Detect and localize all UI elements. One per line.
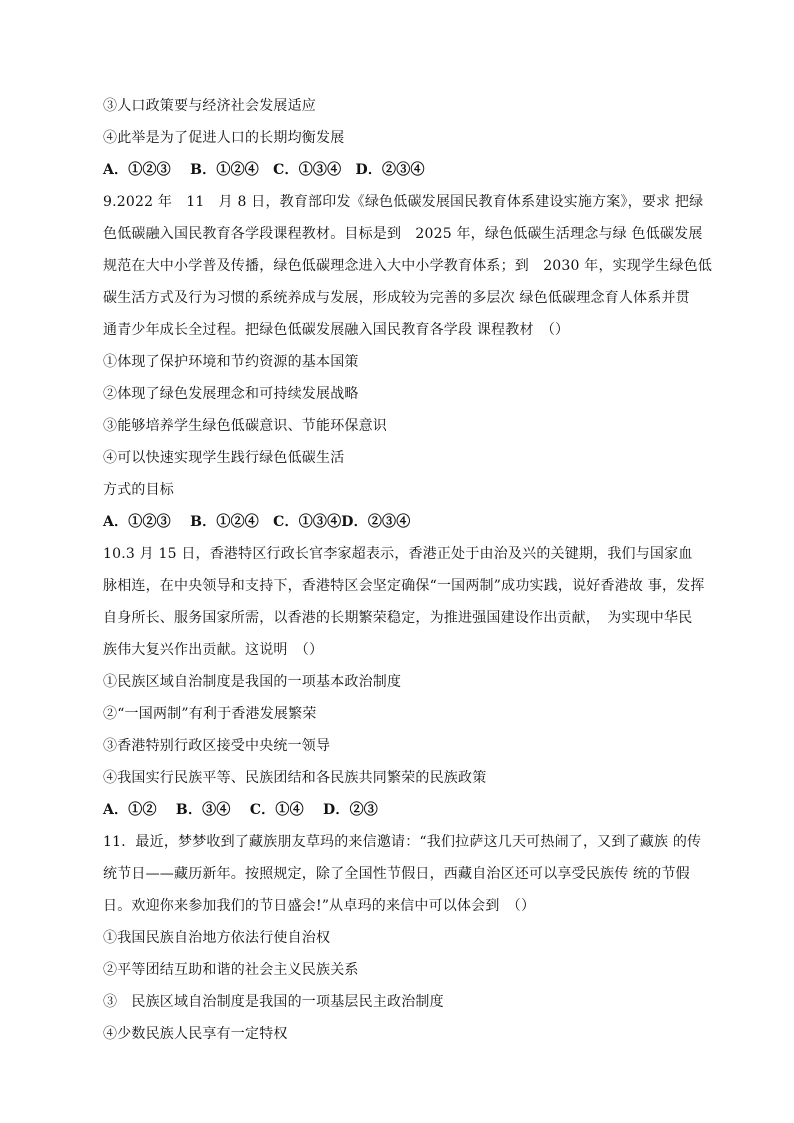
q11-item-3: ③ 民族区域自治制度是我国的一项基层民主政治制度 bbox=[103, 994, 444, 1010]
q11-stem-line-3: 日。欢迎你来参加我们的节日盛会!”从卓玛的来信中可以体会到 （） bbox=[103, 898, 536, 914]
q10-stem-line-2: 脉相连，在中央领导和支持下，香港特区会坚定确保“一国两制”成功实践，说好香港故 事，发挥 bbox=[103, 578, 705, 594]
q9-item-4: ④可以快速实现学生践行绿色低碳生活 bbox=[103, 450, 345, 466]
q11-item-1: ①我国民族自治地方依法行使自治权 bbox=[103, 930, 331, 946]
q9-item-1: ①体现了保护环境和节约资源的基本国策 bbox=[103, 354, 359, 370]
q10-stem-line-4: 族伟大复兴作出贡献。这说明 （） bbox=[103, 642, 324, 658]
q9-stem-line-2: 色低碳融入国民教育各学段课程教材。目标是到 2025 年，绿色低碳生活理念与绿 色低碳发展 bbox=[103, 226, 703, 242]
q9-stem-line-1: 9.2022 年 11 月 8 日，教育部印发《绿色低碳发展国民教育体系建设实施方案》，要求 把绿 bbox=[103, 194, 704, 210]
q10-stem-line-3: 自身所长、服务国家所需，以香港的长期繁荣稳定，为推进强国建设作出贡献， 为实现中华民 bbox=[103, 610, 693, 626]
q10-item-1: ①民族区域自治制度是我国的一项基本政治制度 bbox=[103, 674, 402, 690]
q9-item-3: ③能够培养学生绿色低碳意识、节能环保意识 bbox=[103, 418, 387, 434]
q10-options: A．①② B．③④ C．①④ D．②③ bbox=[103, 802, 378, 818]
q10-stem-line-1: 10.3 月 15 日，香港特区行政长官李家超表示，香港正处于由治及兴的关键期，我们与国家血 bbox=[103, 546, 693, 562]
q10-item-2: ②“一国两制”有利于香港发展繁荣 bbox=[103, 706, 317, 722]
q8-item-3: ③人口政策要与经济社会发展适应 bbox=[103, 98, 316, 114]
q9-stem-line-4: 碳生活方式及行为习惯的系统养成与发展，形成较为完善的多层次 绿色低碳理念育人体系并贯 bbox=[103, 290, 690, 306]
q10-item-3: ③香港特别行政区接受中央统一领导 bbox=[103, 738, 331, 754]
q9-item-4-continued: 方式的目标 bbox=[103, 482, 174, 498]
q9-stem-line-5: 通青少年成长全过程。把绿色低碳发展融入国民教育各学段 课程教材 （） bbox=[103, 322, 570, 338]
q8-item-4: ④此举是为了促进人口的长期均衡发展 bbox=[103, 130, 345, 146]
q11-stem-line-1: 11．最近，梦梦收到了藏族朋友草玛的来信邀请：“我们拉萨这几天可热闹了，又到了藏族 的传 bbox=[103, 834, 702, 850]
q11-item-4: ④少数民族人民享有一定特权 bbox=[103, 1026, 288, 1042]
q9-item-2: ②体现了绿色发展理念和可持续发展战略 bbox=[103, 386, 359, 402]
q11-stem-line-2: 统节日——藏历新年。按照规定，除了全国性节假日，西藏自治区还可以享受民族传 统的节假 bbox=[103, 866, 690, 882]
q9-stem-line-3: 规范在大中小学普及传播，绿色低碳理念进入大中小学教育体系；到 2030 年，实现学生绿色低 bbox=[103, 258, 713, 274]
q8-options: A．①②③ B．①②④ C．①③④ D．②③④ bbox=[103, 162, 425, 178]
q11-item-2: ②平等团结互助和谐的社会主义民族关系 bbox=[103, 962, 359, 978]
q9-options: A．①②③ B．①②④ C．①③④D．②③④ bbox=[103, 514, 411, 530]
q10-item-4: ④我国实行民族平等、民族团结和各民族共同繁荣的民族政策 bbox=[103, 770, 487, 786]
